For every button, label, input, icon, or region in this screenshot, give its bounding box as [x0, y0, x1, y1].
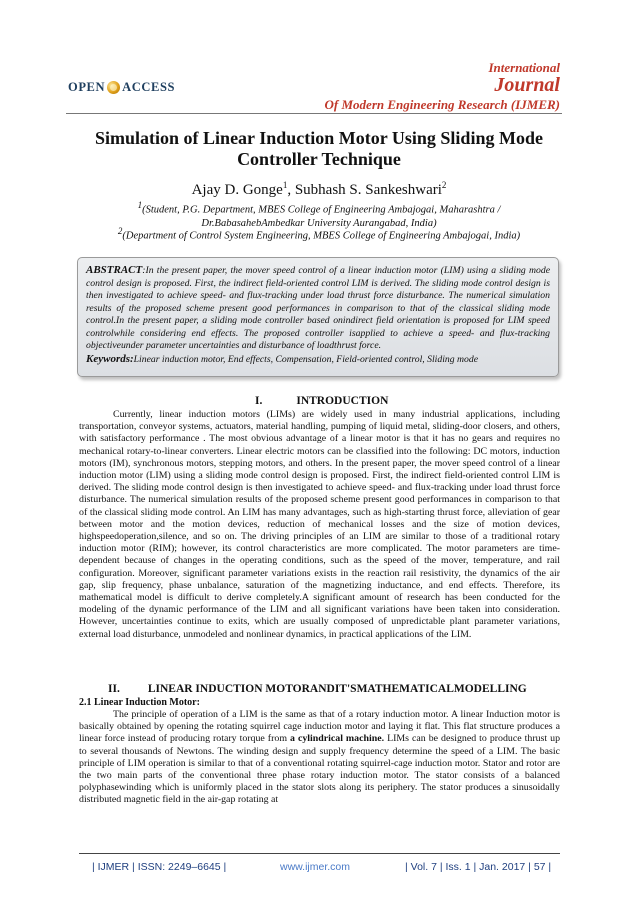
footer-url-link[interactable]: www.ijmer.com — [280, 861, 351, 873]
section-2-paragraph — [79, 709, 560, 807]
section-1-heading — [255, 395, 388, 407]
section-1-body — [79, 409, 560, 641]
keywords-label: Keywords: — [86, 352, 134, 365]
journal-full-name: Of Modern Engineering Research (IJMER) — [324, 97, 560, 112]
open-access-text-right: ACCESS — [122, 80, 176, 94]
section-1-number: I. — [255, 395, 263, 407]
section-1-paragraph: Currently, linear induction motors (LIMs) are widely used in many industrial applications, including transportation, conveyor systems, actuators, material handling, pumping of liquid metal, sliding-door closers, and others, with satisfactory performance . The most obvious advantage of a linear motor is that it has no gears and requires no mechanical rotary-to-linear converters. Linear electric motors can be classified into the following: DC motors, induction motors (IM), synchronous motors, stepping motors, and others. In the present paper, the mover speed control of a linear induction motor (LIM) using a sliding mode control design is proposed. First, the indirect field-oriented control LIM is derived. The sliding mode control design is then investigated to achieve speed- and flux-tracking under load thrust force disturbance. The numerical simulation results of the proposed scheme present good performances in comparison to that of the classical sliding mode control. An LIM has many advantages, such as high-starting thrust force, alleviation of gear between motor and the motion devices, reduction of mechanical losses and the size of motion devices, highspeedoperation,silence, and so on. The driving principles of an LIM are similar to those of a traditional rotary induction motor (RIM); however, its control characteristics are more complicated. The motor parameters are time-dependent because of changes in the operating conditions, such as the speed of the mover, temperature, and rail configuration. Moreover, significant parameter variations exists in the reaction rail resistivity, the dynamics of the air gap, slip frequency, phase unbalance, saturation of the magnetizing inductance, and end effects. Therefore, its mathematical model is difficult to derive completely.A significant amount of research has been conducted for the modeling of the dynamic performance of the LIM and all significant variations have been taken into consideration. However, uncertainties continue to exits, which are usually composed of unpredictable plant parameter variations, external load disturbance, unmodeled and nonlinear dynamics, in practical applications of the LIM. — [79, 409, 560, 640]
section-2-title: LINEAR INDUCTION MOTORANDIT'SMATHEMATICALMODELLING — [147, 683, 527, 695]
open-access-logo — [68, 80, 175, 95]
open-access-text-left: OPEN — [68, 80, 106, 94]
footer-volume: | Vol. 7 | Iss. 1 | Jan. 2017 | 57 | — [405, 861, 552, 873]
keywords-line — [86, 353, 550, 367]
abstract-text: :In the present paper, the mover speed control of a linear induction motor (LIM) using a sliding mode control design is proposed. First, the indirect field-oriented control LIM is derived. The sliding mode control design is then investigated to achieve speed- and flux-tracking under load thrust force disturbance. The numerical simulation results of the proposed scheme present good performances in comparison to that of the classical sliding mode control.In the present paper, a sliding mode controller based onindirect field orientation is proposed for LIM speed controlwhile considering end effects. The proposed controller isapplied to achieve a speed- and flux-tracking objectiveunder parameter uncertainties and disturbance of loadthrust force. — [86, 265, 550, 351]
author-2-sup: 2 — [441, 180, 447, 190]
footer-issn: | IJMER | ISSN: 2249–6645 | — [92, 861, 227, 873]
affiliation-1-line2: Dr.BabasahebAmbedkar University Aurangabad, India) — [201, 217, 437, 229]
section-2-text-bold: a cylindrical machine. — [290, 733, 385, 745]
section-2-number: II. — [108, 683, 120, 695]
affiliation-2 — [60, 225, 578, 243]
author-1-sup: 1 — [282, 180, 288, 190]
open-access-lock-icon — [107, 81, 120, 94]
journal-word-label: Journal — [494, 74, 560, 96]
subsection-2-1-heading: 2.1 Linear Induction Motor: — [79, 697, 200, 708]
affiliation-1-line1: (Student, P.G. Department, MBES College of Engineering Ambajogai, Maharashtra / — [142, 204, 501, 216]
author-2-name: Subhash S. Sankeshwari — [294, 182, 442, 198]
affiliation-2-sup: 2 — [117, 226, 123, 236]
abstract-box — [77, 257, 559, 377]
abstract-label: ABSTRACT — [86, 264, 143, 276]
affiliation-1-sup: 1 — [137, 200, 143, 210]
author-1-name: Ajay D. Gonge — [191, 182, 283, 198]
section-2-text-part1: The principle of operation of a LIM is the same as that of a rotary induction motor. A linear Induction motor is basically obtained by opening the rotating squirrel cage induction motor and laying it flat. This flat structure produces a linear force instead of producing rotary torque from — [79, 709, 560, 745]
section-2-body — [79, 709, 560, 807]
section-1-title: INTRODUCTION — [296, 395, 389, 407]
abstract-paragraph — [86, 264, 550, 353]
footer-divider — [79, 853, 560, 854]
section-2-heading — [108, 683, 527, 695]
header-divider — [66, 113, 562, 114]
affiliation-2-line: (Department of Control System Engineering, MBES College of Engineering Ambajogai, India) — [122, 230, 521, 242]
paper-title-line2: Controller Technique — [237, 149, 401, 169]
author-separator: , — [287, 182, 295, 198]
section-2-text-part2: LIMs can be designed to produce thrust up to several thousands of Newtons. The winding design and supply frequency determine the speed of a LIM. The basic principle of LIM operation is similar to that of a conventional rotating squirrel-cage induction motor. Stator and rotor are the two main parts of the conventional three phase rotary induction motor. The stator consists of a balanced polyphasewinding which is uniformly placed in the stator slots along its periphery. The stator produces a sinusoidally distributed magnetic field in the air-gap rotating at — [79, 733, 561, 806]
paper-title-line1: Simulation of Linear Induction Motor Using Sliding Mode — [95, 128, 543, 148]
keywords-text: Linear induction motor, End effects, Compensation, Field-oriented control, Sliding mode — [133, 353, 478, 365]
paper-title — [60, 128, 578, 170]
journal-international-label: International — [488, 60, 560, 75]
author-line — [60, 180, 578, 199]
